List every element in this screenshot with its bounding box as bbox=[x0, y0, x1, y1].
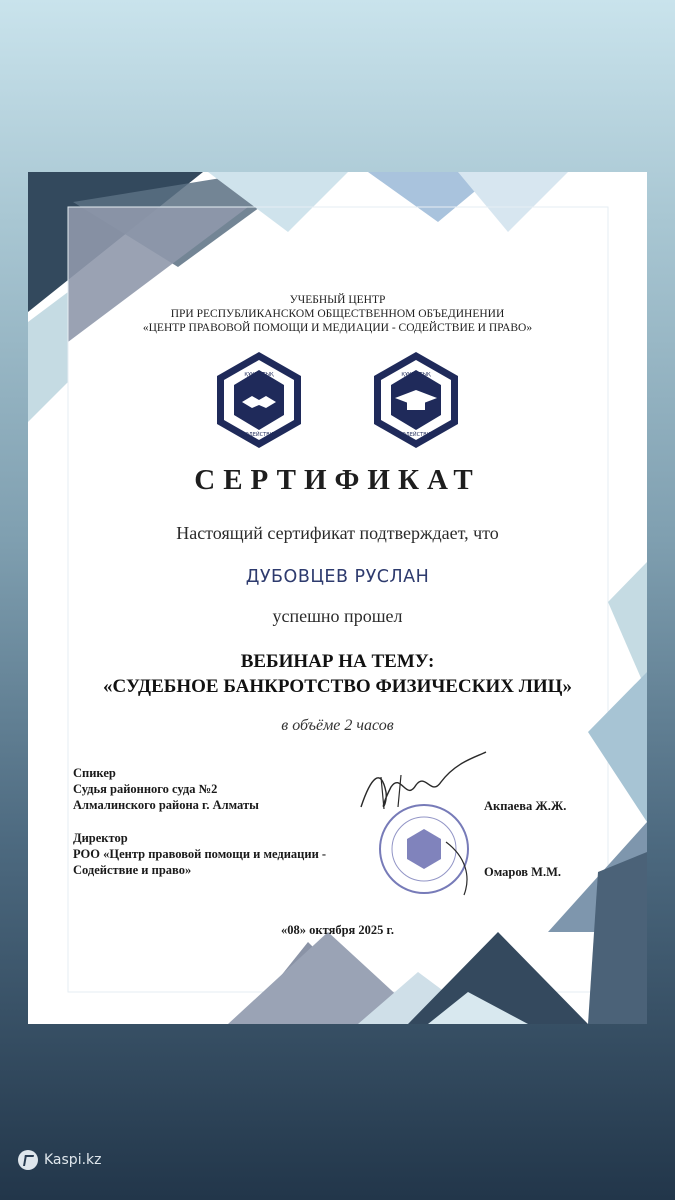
certificate bbox=[28, 172, 647, 1024]
topic-line-1: ВЕБИНАР НА ТЕМУ: bbox=[240, 651, 435, 672]
svg-text:ҚҰҚЫҚТЫҚ: ҚҰҚЫҚТЫҚ bbox=[244, 372, 274, 378]
speaker-position-1: Судья районного суда №2 bbox=[73, 782, 218, 796]
speaker-name: Акпаева Ж.Ж. bbox=[484, 799, 567, 813]
graduation-cap-logo-icon bbox=[371, 350, 461, 450]
header-line-2: ПРИ РЕСПУБЛИКАНСКОМ ОБЩЕСТВЕННОМ ОБЪЕДИНЕНИИ bbox=[170, 308, 505, 320]
director-block bbox=[73, 830, 326, 878]
certificate-title: СЕРТИФИКАТ bbox=[194, 464, 481, 496]
webinar-topic bbox=[28, 649, 647, 699]
topic-line-2: «СУДЕБНОЕ БАНКРОТСТВО ФИЗИЧЕСКИХ ЛИЦ» bbox=[103, 676, 572, 697]
organization-header bbox=[28, 293, 647, 335]
handshake-logo-icon bbox=[214, 350, 304, 450]
header-line-1: УЧЕБНЫЙ ЦЕНТР bbox=[289, 294, 386, 306]
svg-text:ҚҰҚЫҚТЫҚ: ҚҰҚЫҚТЫҚ bbox=[401, 372, 431, 378]
kaspi-watermark bbox=[18, 1150, 102, 1170]
svg-text:СОДЕЙСТВИЕ: СОДЕЙСТВИЕ bbox=[241, 432, 277, 438]
director-position-1: РОО «Центр правовой помощи и медиации - bbox=[73, 847, 327, 861]
speaker-role: Спикер bbox=[73, 766, 116, 780]
header-line-3: «ЦЕНТР ПРАВОВОЙ ПОМОЩИ И МЕДИАЦИИ - СОДЕЙСТВИЕ И ПРАВО» bbox=[142, 322, 533, 334]
watermark-text: Kaspi.kz bbox=[44, 1152, 102, 1168]
completion-text: успешно прошел bbox=[272, 606, 403, 626]
kaspi-logo-icon bbox=[18, 1150, 38, 1170]
speaker-position-2: Алмалинского района г. Алматы bbox=[73, 798, 259, 812]
recipient-name: ДУБОВЦЕВ РУСЛАН bbox=[245, 567, 430, 587]
issue-date: «08» октября 2025 г. bbox=[281, 923, 394, 937]
speaker-block bbox=[73, 765, 259, 813]
director-position-2: Содействие и право» bbox=[73, 863, 192, 877]
director-role: Директор bbox=[73, 831, 128, 845]
director-name: Омаров М.М. bbox=[484, 865, 562, 879]
svg-text:СОДЕЙСТВИЕ: СОДЕЙСТВИЕ bbox=[398, 432, 434, 438]
confirmation-text: Настоящий сертификат подтверждает, что bbox=[176, 523, 499, 543]
duration-text: в объёме 2 часов bbox=[281, 717, 394, 734]
